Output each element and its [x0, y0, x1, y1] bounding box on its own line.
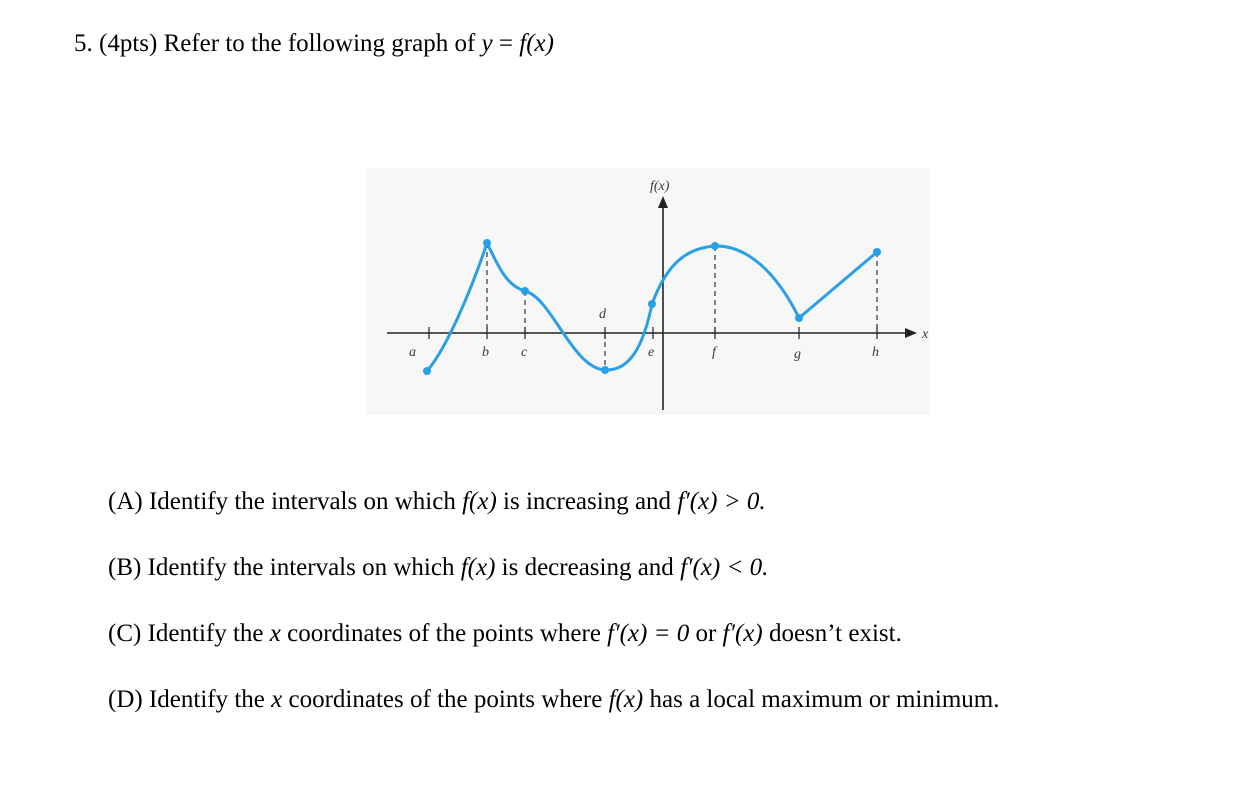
question-connector: or: [695, 620, 717, 647]
label-e: e: [648, 345, 655, 360]
question-text: coordinates of the points where: [287, 620, 601, 647]
question-c: [108, 620, 902, 648]
point-b: [483, 239, 491, 247]
question-expression: f′(x) < 0.: [680, 554, 769, 581]
question-expression: f(x): [608, 686, 644, 713]
equation-lhs: y: [481, 30, 493, 57]
label-c: c: [521, 345, 528, 360]
graph-canvas: [367, 168, 929, 415]
question-text: is decreasing and: [501, 554, 674, 581]
question-label: (D): [108, 686, 143, 713]
y-axis-arrow: [658, 196, 668, 208]
question-variable: x: [271, 686, 283, 713]
question-label: (B): [108, 554, 142, 581]
label-g: g: [794, 347, 801, 362]
point-a: [423, 367, 431, 375]
question-b: [108, 554, 768, 582]
question-expression: f′(x) > 0.: [677, 488, 766, 515]
equation-rhs: f(x): [519, 30, 554, 57]
question-expression: f(x): [460, 554, 496, 581]
question-text: Identify the intervals on which: [148, 488, 456, 515]
question-d: [108, 686, 999, 714]
question-expression: f(x): [462, 488, 497, 515]
question-label: (C): [108, 620, 142, 647]
question-expression: f′(x): [722, 620, 763, 647]
question-text: is increasing and: [503, 488, 672, 515]
function-graph: [367, 168, 929, 415]
question-variable: x: [269, 620, 281, 647]
label-f: f: [712, 345, 716, 360]
point-f: [711, 242, 719, 250]
question-text: coordinates of the points where: [288, 686, 603, 713]
point-g: [795, 314, 803, 322]
question-text: Identify the: [147, 620, 264, 647]
point-e: [648, 300, 656, 308]
label-b: b: [482, 345, 489, 360]
problem-text: Refer to the following graph of: [163, 30, 476, 57]
point-h: [873, 248, 881, 256]
question-text: doesn’t exist.: [768, 620, 902, 647]
problem-header: [74, 30, 554, 58]
equation-equals: =: [498, 30, 514, 57]
label-h: h: [872, 345, 879, 360]
question-label: (A): [108, 488, 143, 515]
x-axis-arrow: [905, 328, 917, 338]
x-axis-label: x: [922, 327, 929, 342]
question-text: Identify the intervals on which: [147, 554, 455, 581]
question-text: Identify the: [148, 686, 265, 713]
y-axis-label: f(x): [650, 179, 670, 194]
problem-points: (4pts): [99, 30, 158, 57]
point-c: [521, 287, 529, 295]
question-text: has a local maximum or minimum.: [649, 686, 1000, 713]
label-a: a: [409, 345, 416, 360]
problem-number: 5.: [74, 30, 93, 57]
point-d: [601, 366, 609, 374]
question-a: [108, 488, 766, 516]
label-d: d: [599, 307, 606, 322]
question-expression: f′(x) = 0: [607, 620, 690, 647]
